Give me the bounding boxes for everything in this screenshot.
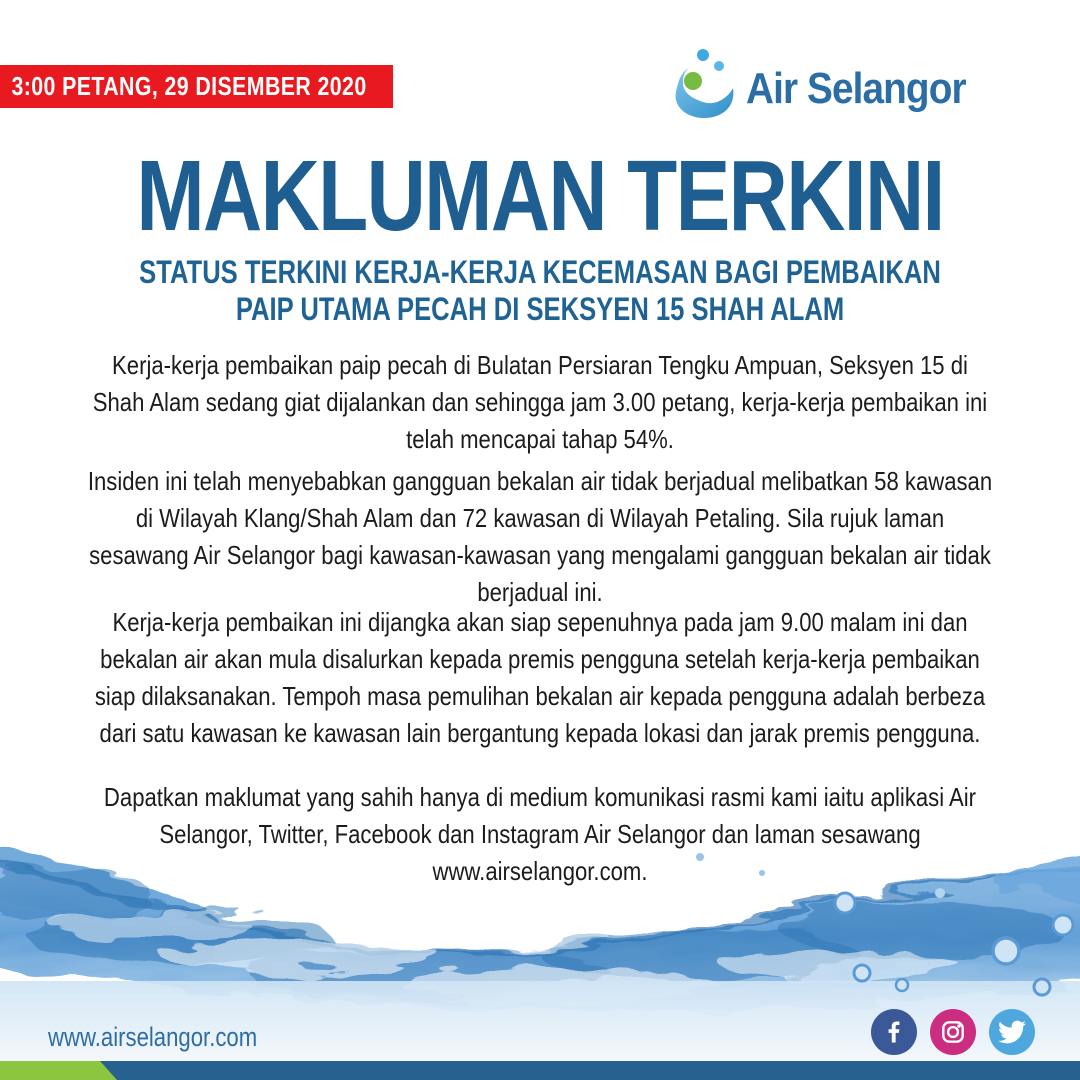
date-banner-text: 3:00 PETANG, 29 DISEMBER 2020 [11, 71, 367, 101]
logo-wordmark: Air Selangor [746, 64, 967, 113]
footer-stripe-blue [0, 1061, 1080, 1080]
facebook-icon[interactable] [871, 1009, 917, 1055]
page-subtitle [0, 254, 1080, 328]
body-paragraph-3: Kerja-kerja pembaikan ini dijangka akan siap sepenuhnya pada jam 9.00 malam ini dan bekalan air akan mula disalurkan kepada premis pengguna setelah kerja-kerja pembaikan siap dilaksanakan. Tempoh masa pemulihan bekalan air kepada pengguna adalah berbeza dari satu kawasan ke kawasan lain bergantung kepada lokasi dan jarak premis pengguna. [94, 607, 986, 748]
website-link[interactable]: www.airselangor.com [48, 1022, 258, 1052]
air-selangor-logo [666, 42, 996, 122]
page-title: MAKLUMAN TERKINI [136, 140, 944, 252]
date-banner [0, 65, 393, 108]
subtitle-line-2: PAIP UTAMA PECAH DI SEKSYEN 15 SHAH ALAM [235, 291, 845, 327]
body-paragraph-4: Dapatkan maklumat yang sahih hanya di medium komunikasi rasmi kami iaitu aplikasi Air Selangor, Twitter, Facebook dan Instagram Air Selangor dan laman sesawang www.airselangor.com. [103, 782, 977, 886]
subtitle-line-1: STATUS TERKINI KERJA-KERJA KECEMASAN BAGI PEMBAIKAN [139, 254, 941, 290]
social-icons [871, 1009, 1035, 1055]
twitter-icon[interactable] [989, 1009, 1035, 1055]
water-splash-icon [666, 42, 740, 122]
instagram-icon[interactable] [930, 1009, 976, 1055]
body-paragraph-2: Insiden ini telah menyebabkan gangguan bekalan air tidak berjadual melibatkan 58 kawasan di Wilayah Klang/Shah Alam dan 72 kawasan di Wilayah Petaling. Sila rujuk laman sesawang Air Selangor bagi kawasan-kawasan yang mengalami gangguan bekalan air tidak berjadual ini. [87, 466, 993, 607]
body-paragraph-1: Kerja-kerja pembaikan paip pecah di Bulatan Persiaran Tengku Ampuan, Seksyen 15 di Shah Alam sedang giat dijalankan dan sehingga jam 3.00 petang, kerja-kerja pembaikan ini telah mencapai tahap 54%. [92, 350, 988, 454]
